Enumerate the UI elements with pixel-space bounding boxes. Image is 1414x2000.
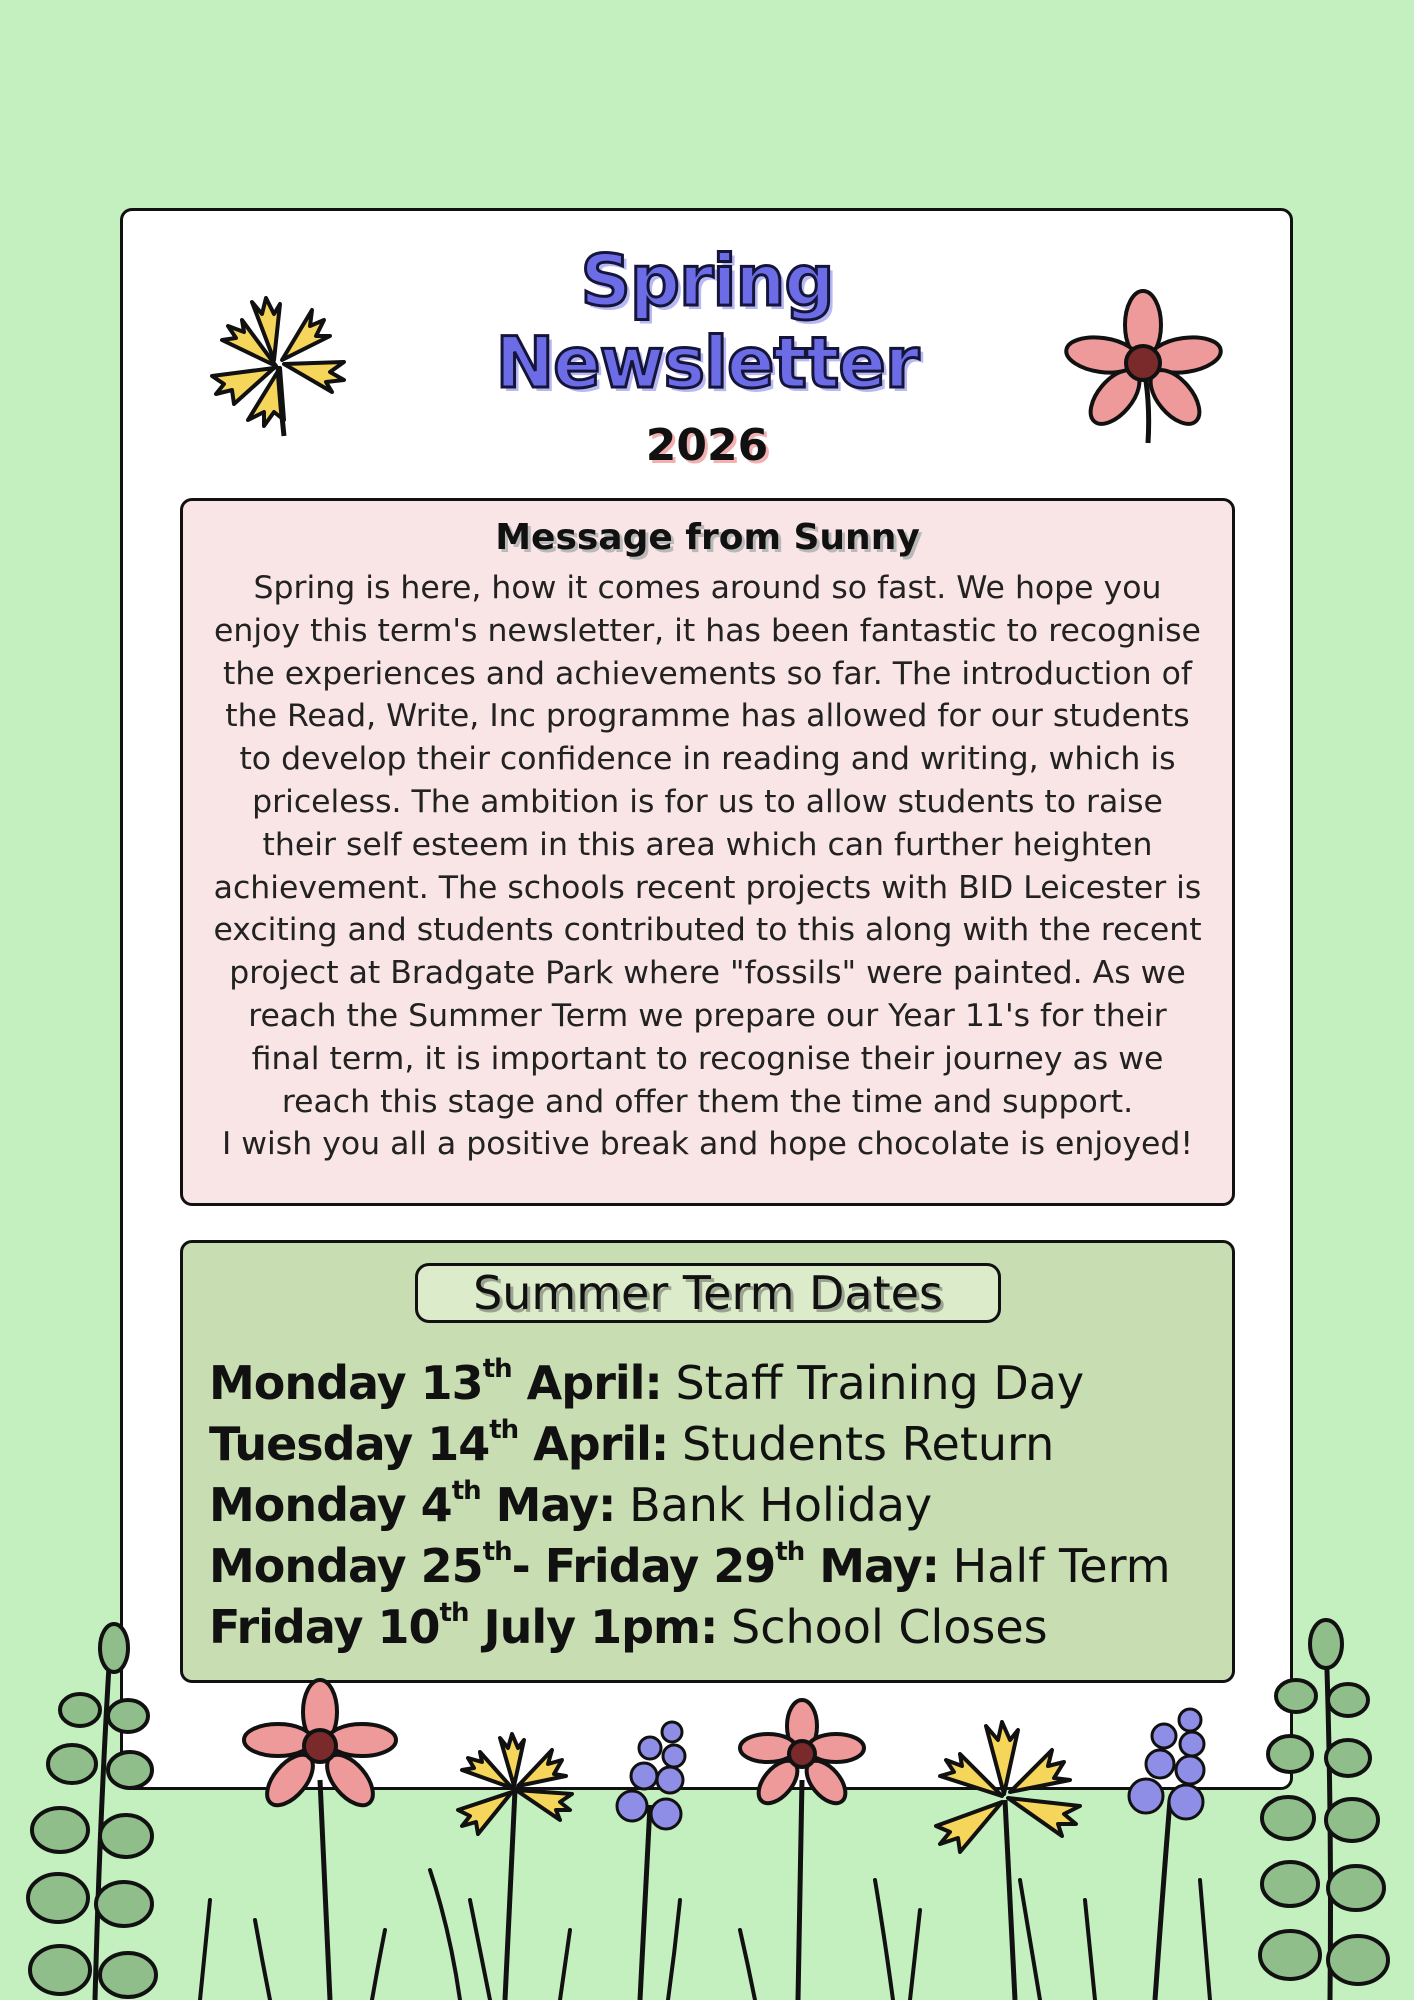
date-suffix: th [439, 1598, 469, 1628]
message-body [211, 567, 1204, 1166]
pink-flower-icon [244, 1680, 396, 2000]
message-text: Spring is here, how it comes around so fast. We hope you enjoy this term's newsletter, it has been fantastic to recognise the experiences and achievements so far. The introduction of the Read, Write, Inc programme has allowed for our students to develop their confidence in reading and writing, which is priceless. The ambition is for us to allow students to raise their self esteem in this area which can further heighten achievement. The schools recent projects with BID Leicester is exciting and students contributed to this along with the recent project at Bradgate Park where "fossils" were painted. As we reach the Summer Term we prepare our Year 11's for their final term, it is important to recognise their journey as we reach this stage and offer them the time and support. [213, 570, 1202, 1120]
green-vine-icon [1260, 1620, 1388, 2000]
date-row [209, 1475, 1209, 1536]
term-dates-heading: Summer Term Dates [415, 1263, 1001, 1323]
yellow-flower-icon [458, 1734, 572, 2000]
yellow-flower-icon [192, 280, 362, 440]
newsletter-title [420, 240, 994, 404]
purple-hyacinth-icon [1129, 1709, 1204, 2000]
date-label-rest: - Friday 29 [511, 1539, 776, 1593]
garden-decoration [0, 1630, 1414, 2000]
date-description: School Closes [731, 1600, 1048, 1654]
title-line-1: Spring [580, 240, 834, 322]
date-description: Students Return [681, 1417, 1055, 1471]
pink-flower-icon [1060, 285, 1230, 445]
date-description: Bank Holiday [629, 1478, 933, 1532]
date-label: Monday 4 [209, 1478, 452, 1532]
date-label-rest: July 1pm: [468, 1600, 718, 1654]
date-label-rest: April: [511, 1356, 662, 1410]
date-row [209, 1353, 1209, 1414]
message-heading: Message from Sunny [495, 517, 920, 558]
date-label: Friday 10 [209, 1600, 440, 1654]
date-row [209, 1414, 1209, 1475]
date-row [209, 1536, 1209, 1597]
message-closing: I wish you all a positive break and hope chocolate is enjoyed! [221, 1126, 1194, 1163]
date-suffix: th [451, 1476, 481, 1506]
date-label: Tuesday 14 [209, 1417, 490, 1471]
pink-flower-icon [740, 1700, 864, 2000]
date-label-rest: April: [518, 1417, 669, 1471]
date-label: Monday 13 [209, 1356, 483, 1410]
date-suffix: th [482, 1354, 512, 1384]
date-description: Staff Training Day [675, 1356, 1085, 1410]
term-dates-list [209, 1353, 1209, 1658]
date-label: Monday 25 [209, 1539, 483, 1593]
date-label-rest: May: [480, 1478, 616, 1532]
term-dates-box [180, 1240, 1235, 1683]
newsletter-year: 2026 [645, 420, 769, 471]
date-suffix: th [489, 1415, 519, 1445]
green-vine-icon [28, 1624, 156, 2000]
date-description: Half Term [952, 1539, 1171, 1593]
title-line-2: Newsletter [495, 322, 919, 404]
yellow-flower-icon [936, 1722, 1080, 2000]
grass-blades-icon [200, 1870, 1210, 2000]
date-suffix: th [775, 1537, 805, 1567]
date-label-rest: May: [804, 1539, 940, 1593]
message-box [180, 498, 1235, 1206]
date-suffix: th [482, 1537, 512, 1567]
